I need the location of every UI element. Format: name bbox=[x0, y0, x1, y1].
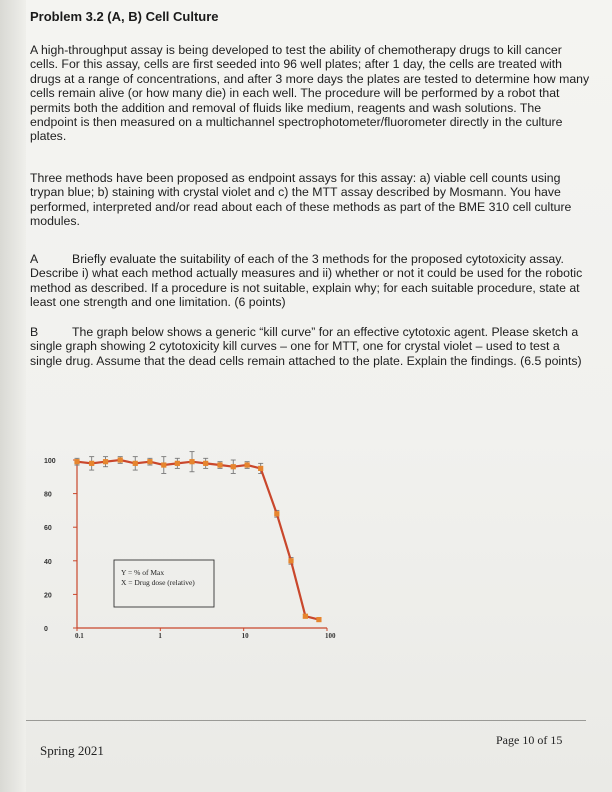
x-tick-label: 0.1 bbox=[75, 632, 84, 640]
footer-page-number: Page 10 of 15 bbox=[496, 733, 563, 747]
data-point bbox=[118, 457, 123, 462]
footer-semester: Spring 2021 bbox=[40, 743, 104, 758]
part-b-question bbox=[30, 325, 590, 368]
data-point bbox=[161, 462, 166, 467]
data-point bbox=[74, 459, 79, 464]
y-tick-label: 60 bbox=[44, 525, 52, 533]
page-edge-shadow bbox=[0, 0, 26, 792]
problem-heading: Problem 3.2 (A, B) Cell Culture bbox=[30, 9, 219, 24]
y-tick-label: 0 bbox=[44, 626, 48, 633]
data-point bbox=[147, 459, 152, 464]
legend-x-definition: X = Drug dose (relative) bbox=[121, 578, 195, 587]
data-point bbox=[217, 462, 222, 467]
part-b-text: The graph below shows a generic “kill curve” for an effective cytotoxic agent. Please sketch a single graph showing 2 cytotoxicity kill curves – one for MTT, one for crystal violet – used to test a single drug. Assume that the dead cells remain attached to the plate. Explain the findings. (6.5 points) bbox=[30, 325, 582, 368]
data-point bbox=[258, 466, 263, 471]
data-point bbox=[133, 461, 138, 466]
y-tick-label: 20 bbox=[44, 592, 52, 600]
legend-y-definition: Y = % of Max bbox=[121, 568, 165, 577]
y-tick-label: 80 bbox=[44, 491, 52, 499]
x-tick-label: 10 bbox=[241, 632, 249, 640]
data-point bbox=[89, 461, 94, 466]
data-point bbox=[316, 617, 321, 622]
methods-paragraph: Three methods have been proposed as endpoint assays for this assay: a) viable cell counts using trypan blue; b) staining with crystal violet and c) the MTT assay described by Mosmann. You have performed, interpreted and/or read about each of these methods as part of the BME 310 cell culture modules. bbox=[30, 171, 572, 229]
part-a-question bbox=[30, 252, 590, 310]
kill-curve-chart bbox=[22, 446, 352, 656]
part-b-label: B bbox=[30, 325, 39, 339]
x-tick-label: 100 bbox=[325, 632, 336, 640]
part-a-label: A bbox=[30, 252, 39, 266]
kill-curve-svg bbox=[22, 446, 352, 656]
series-line bbox=[77, 460, 319, 620]
y-tick-label: 100 bbox=[44, 458, 56, 465]
y-tick-label: 40 bbox=[44, 558, 52, 566]
data-point bbox=[274, 511, 279, 516]
data-point bbox=[175, 461, 180, 466]
x-tick-label: 1 bbox=[158, 632, 162, 640]
data-point bbox=[245, 462, 250, 467]
data-point bbox=[231, 464, 236, 469]
data-point bbox=[103, 459, 108, 464]
data-point bbox=[288, 558, 293, 563]
data-point bbox=[303, 614, 308, 619]
part-a-text: Briefly evaluate the suitability of each of the 3 methods for the proposed cytotoxicity assay. Describe i) what each method actually measures and ii) whether or not it could be used for the robotic method as described. If a procedure is not suitable, explain why; for each suitable procedure, state at least one strength and one limitation. (6 points) bbox=[30, 252, 583, 310]
data-point bbox=[189, 459, 194, 464]
intro-paragraph: A high-throughput assay is being developed to test the ability of chemotherapy drugs to kill cancer cells. For this assay, cells are first seeded into 96 well plates; after 1 day, the cells are treated with drugs at a range of concentrations, and after 3 more days the plates are tested to determine how many cells remain alive (or how many die) in each well. The procedure will be performed by a robot that permits both the addition and removal of fluids like medium, reagents and wash solutions. The endpoint is then measured on a multichannel spectrophotometer/fluorometer directly in the culture plates. bbox=[30, 43, 590, 144]
footer-divider bbox=[26, 720, 586, 721]
data-point bbox=[203, 461, 208, 466]
